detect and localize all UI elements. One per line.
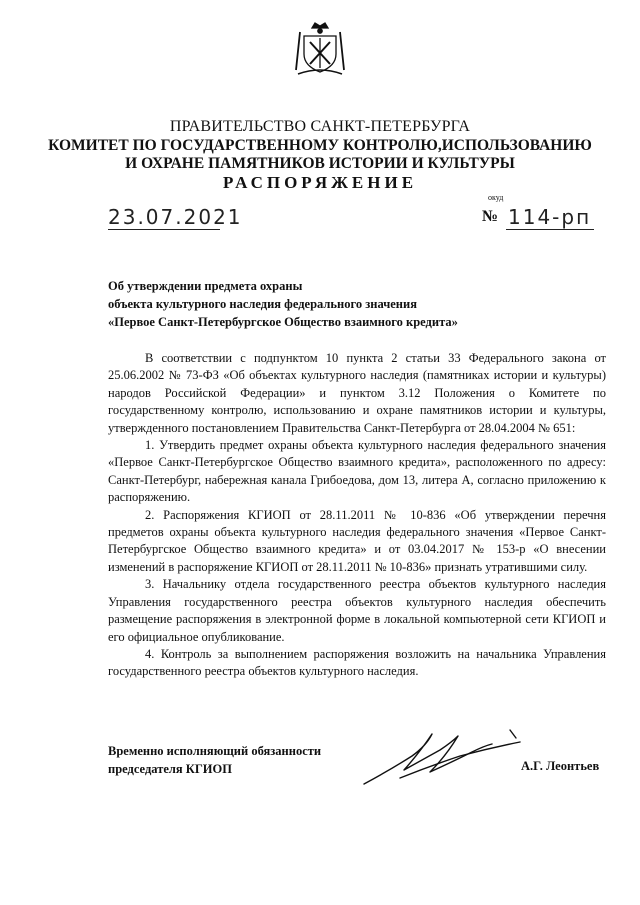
clause-2-paragraph: 2. Распоряжения КГИОП от 28.11.2011 № 10-836 «Об утверждении перечня предметов охраны объекта культурного наследия федерального значения «Первое Санкт-Петербургское Общество взаимного кредита» и от 03.04.2017 № 153-р «О внесении изменений в распоряжение КГИОП от 28.11.2011 № 10-836» признать утратившими силу. xyxy=(108,507,606,574)
clause-3-paragraph: 3. Начальнику отдела государственного реестра объектов культурного наследия Управления государственного реестра объектов культурного наследия обеспечить размещение распоряжения в электронной форме в локальной компьютерной сети КГИОП и его официальное опубликование. xyxy=(108,577,606,644)
subject-line3: «Первое Санкт-Петербургское Общество взаимного кредита» xyxy=(108,315,458,329)
subject-line1: Об утверждении предмета охраны xyxy=(108,279,303,293)
okud-label: окуд xyxy=(488,193,504,202)
order-number-label: № xyxy=(482,208,499,225)
order-number: 114-рп xyxy=(508,205,592,229)
handwritten-signature xyxy=(360,726,530,788)
signatory-title-line1: Временно исполняющий обязанности xyxy=(108,744,322,758)
signatory-title-line2: председателя КГИОП xyxy=(108,762,232,776)
committee-name xyxy=(0,137,640,173)
order-subject xyxy=(108,277,558,331)
signatory-title xyxy=(108,742,368,778)
order-date: 23.07.2021 xyxy=(108,205,243,229)
committee-name-line2: И ОХРАНЕ ПАМЯТНИКОВ ИСТОРИИ И КУЛЬТУРЫ xyxy=(125,155,515,172)
preamble-paragraph: В соответствии с подпунктом 10 пункта 2 статьи 33 Федерального закона от 25.06.2002 № 73-ФЗ «Об объектах культурного наследия (памятниках истории и культуры) народов Российской Федерации» и пунктом 3.12 Положения о Комитете по государственному контролю, использованию и охране памятников истории и культуры, утвержденного постановлением Правительства Санкт-Петербурга от 28.04.2004 № 651: xyxy=(108,351,606,435)
clause-4-paragraph: 4. Контроль за выполнением распоряжения возложить на начальника Управления государственного реестра объектов культурного наследия. xyxy=(108,646,606,679)
document-type-title: РАСПОРЯЖЕНИЕ xyxy=(222,173,418,192)
subject-line2: объекта культурного наследия федерального значения xyxy=(108,297,417,311)
clause-1-paragraph: 1. Утвердить предмет охраны объекта культурного наследия федерального значения «Первое Санкт-Петербургское Общество взаимного кредита», расположенного по адресу: Санкт-Петербург, набережная канала Грибоедова, дом 13, литера А, согласно приложению к распоряжению. xyxy=(108,438,606,505)
order-body xyxy=(108,350,606,681)
coat-of-arms-emblem xyxy=(292,20,348,78)
signatory-name: А.Г. Леонтьев xyxy=(521,759,600,773)
committee-name-line1: КОМИТЕТ ПО ГОСУДАРСТВЕННОМУ КОНТРОЛЮ,ИСПОЛЬЗОВАНИЮ xyxy=(48,137,592,154)
date-underline xyxy=(108,229,220,230)
number-underline xyxy=(506,229,594,230)
government-title: ПРАВИТЕЛЬСТВО САНКТ-ПЕТЕРБУРГА xyxy=(169,118,471,135)
